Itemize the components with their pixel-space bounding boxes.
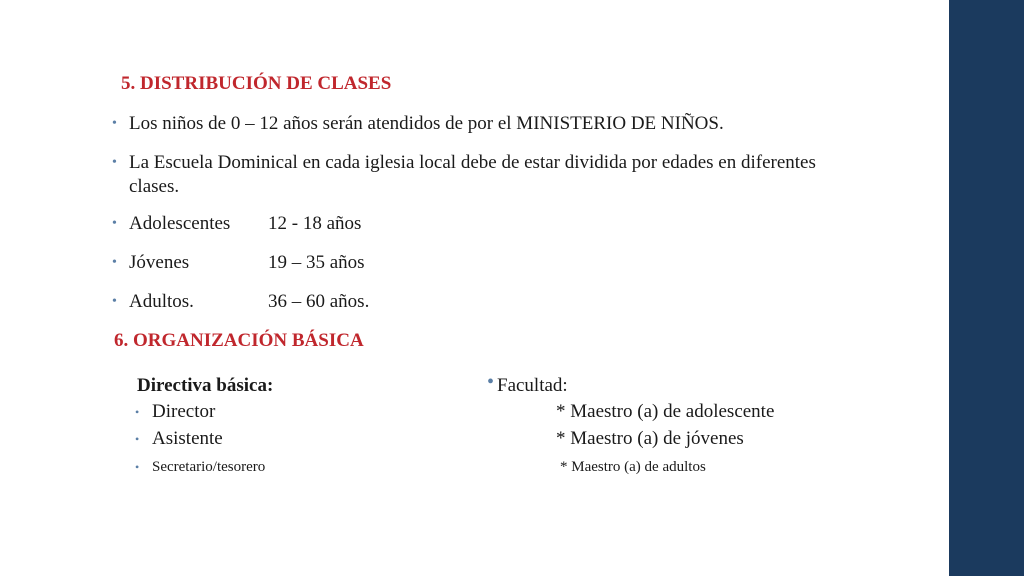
bullet-text: Los niños de 0 – 12 años serán atendidos de por el MINISTERIO DE NIÑOS.	[129, 113, 724, 134]
directiva-title: Directiva básica:	[137, 375, 274, 396]
section-6-title: 6. ORGANIZACIÓN BÁSICA	[114, 330, 364, 351]
bullet-icon: •	[112, 155, 117, 170]
bullet-icon: •	[112, 216, 117, 231]
bullet-text: La Escuela Dominical en cada iglesia local debe de estar dividida por edades en diferentes clases.	[129, 152, 816, 197]
age-range: 12 - 18 años	[268, 213, 362, 234]
age-group: Jóvenes	[129, 252, 190, 273]
facultad-title: Facultad:	[497, 375, 568, 396]
age-group: Adultos.	[129, 291, 194, 312]
bullet-icon: •	[487, 371, 495, 393]
bullet-icon: •	[135, 432, 140, 446]
section-5-title: 5. DISTRIBUCIÓN DE CLASES	[121, 73, 392, 94]
sidebar-accent-bar	[949, 0, 1024, 576]
facultad-item: * Maestro (a) de jóvenes	[556, 428, 744, 449]
facultad-item: * Maestro (a) de adultos	[560, 459, 706, 475]
bullet-icon: •	[112, 255, 117, 270]
directiva-item-label: Director	[152, 401, 216, 422]
bullet-icon: •	[135, 460, 140, 474]
directiva-item-label: Secretario/tesorero	[152, 459, 266, 475]
age-range: 36 – 60 años.	[268, 291, 370, 312]
directiva-item-label: Asistente	[152, 428, 223, 449]
bullet-icon: •	[112, 116, 117, 131]
bullet-icon: •	[135, 405, 140, 419]
age-group: Adolescentes	[129, 213, 231, 234]
bullet-icon: •	[112, 294, 117, 309]
facultad-item: * Maestro (a) de adolescente	[556, 401, 775, 422]
age-range: 19 – 35 años	[268, 252, 365, 273]
